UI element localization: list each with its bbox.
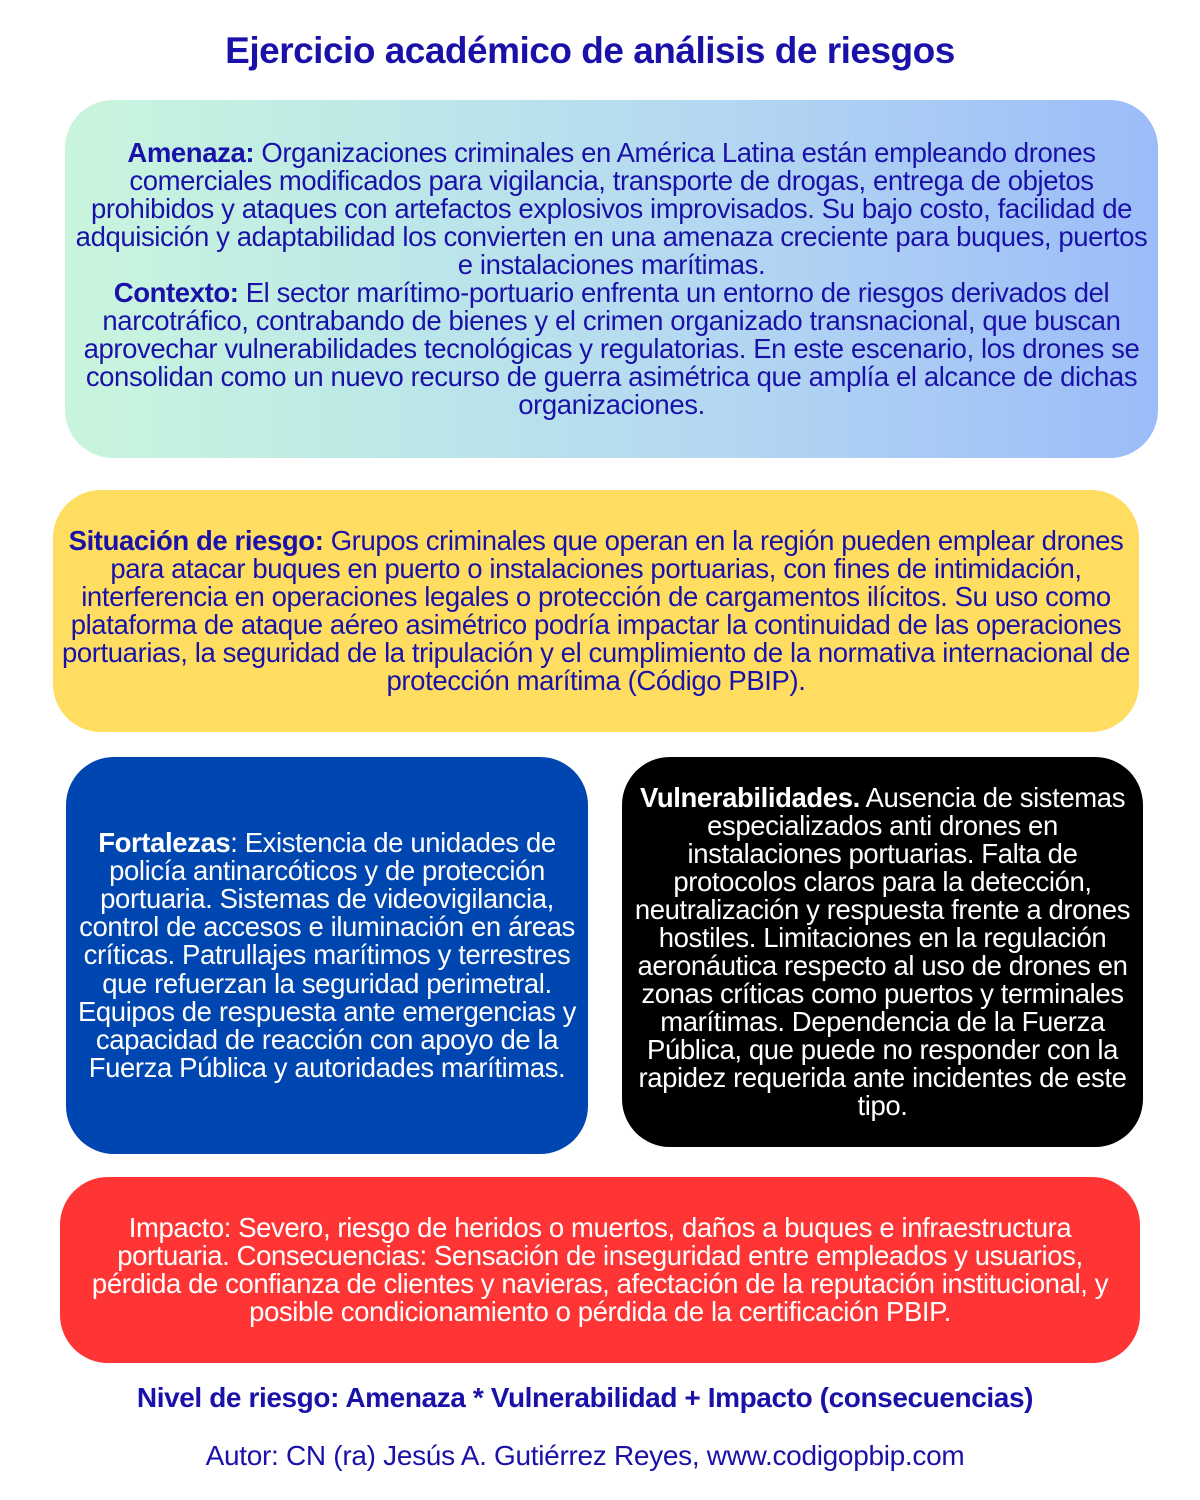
context-text: El sector marítimo-portuario enfrenta un entorno de riesgos derivados del narcotráfico, contrabando de bienes y el crimen organizado transnacional, que buscan aprovechar vulnerabilidades tecnológicas y regulatorias. En este escenario, los drones se consolidan como un nuevo recurso de guerra asimétrica que amplía el alcance de dichas organizaciones. bbox=[83, 277, 1140, 421]
author-credit: Autor: CN (ra) Jesús A. Gutiérrez Reyes, www.codigopbip.com bbox=[205, 1440, 965, 1471]
threat-text: Organizaciones criminales en América Latina están empleando drones comerciales modificados para vigilancia, transporte de drogas, entrega de objetos prohibidos y ataques con artefactos explosivos improvisados. Su bajo costo, facilidad de adquisición y adaptabilidad los convierten en una amenaza creciente para buques, puertos e instalaciones marítimas. bbox=[75, 136, 1148, 280]
threat-context-card bbox=[65, 100, 1158, 458]
context-label: Contexto: bbox=[113, 277, 239, 308]
risk-situation-body: Grupos criminales que operan en la región pueden emplear drones para atacar buques en puerto o instalaciones portuarias, con fines de intimidación, interferencia en operaciones legales o protección de cargamentos ilícitos. Su uso como plataforma de ataque aéreo asimétrico podría impactar la continuidad de las operaciones portuarias, la seguridad de la tripulación y el cumplimiento de la normativa internacional de protección marítima (Código PBIP). bbox=[62, 524, 1130, 697]
strengths-card bbox=[66, 757, 588, 1154]
page-title: Ejercicio académico de análisis de riesgos bbox=[225, 30, 955, 71]
vulnerabilities-card bbox=[622, 757, 1143, 1147]
vulnerabilities-body: Ausencia de sistemas especializados anti drones en instalaciones portuarias. Falta de protocolos claros para la detección, neutralización y respuesta frente a drones hostiles. Limitaciones en la regulación aeronáutica respecto al uso de drones en zonas críticas como puertos y terminales marítimas. Dependencia de la Fuerza Pública, que puede no responder con la rapidez requerida ante incidentes de este tipo. bbox=[634, 781, 1131, 1122]
strengths-body: : Existencia de unidades de policía antinarcóticos y de protección portuaria. Sistemas de videovigilancia, control de accesos e iluminación en áreas críticas. Patrullajes marítimos y terrestres que refuerzan la seguridad perimetral. Equipos de respuesta ante emergencias y capacidad de reacción con apoyo de la Fuerza Pública y autoridades marítimas. bbox=[77, 827, 577, 1083]
impact-text: Impacto: Severo, riesgo de heridos o muertos, daños a buques e infraestructura portuaria. Consecuencias: Sensación de inseguridad entre empleados y usuarios, pérdida de confianza de clientes y navieras, afectación de la reputación institucional, y posible condicionamiento o pérdida de la certificación PBIP. bbox=[91, 1211, 1109, 1328]
risk-formula: Nivel de riesgo: Amenaza * Vulnerabilidad + Impacto (consecuencias) bbox=[136, 1382, 1034, 1413]
threat-label: Amenaza: bbox=[127, 136, 255, 168]
risk-situation-label: Situación de riesgo: bbox=[68, 524, 324, 556]
vulnerabilities-label: Vulnerabilidades. bbox=[639, 781, 860, 813]
risk-situation-card bbox=[53, 490, 1139, 732]
vulnerabilities-text bbox=[630, 781, 1135, 1122]
strengths-text bbox=[74, 829, 580, 1081]
risk-situation-text bbox=[61, 524, 1131, 697]
impact-card bbox=[60, 1177, 1140, 1363]
strengths-label: Fortalezas bbox=[98, 827, 231, 859]
threat-context-text bbox=[73, 136, 1150, 421]
